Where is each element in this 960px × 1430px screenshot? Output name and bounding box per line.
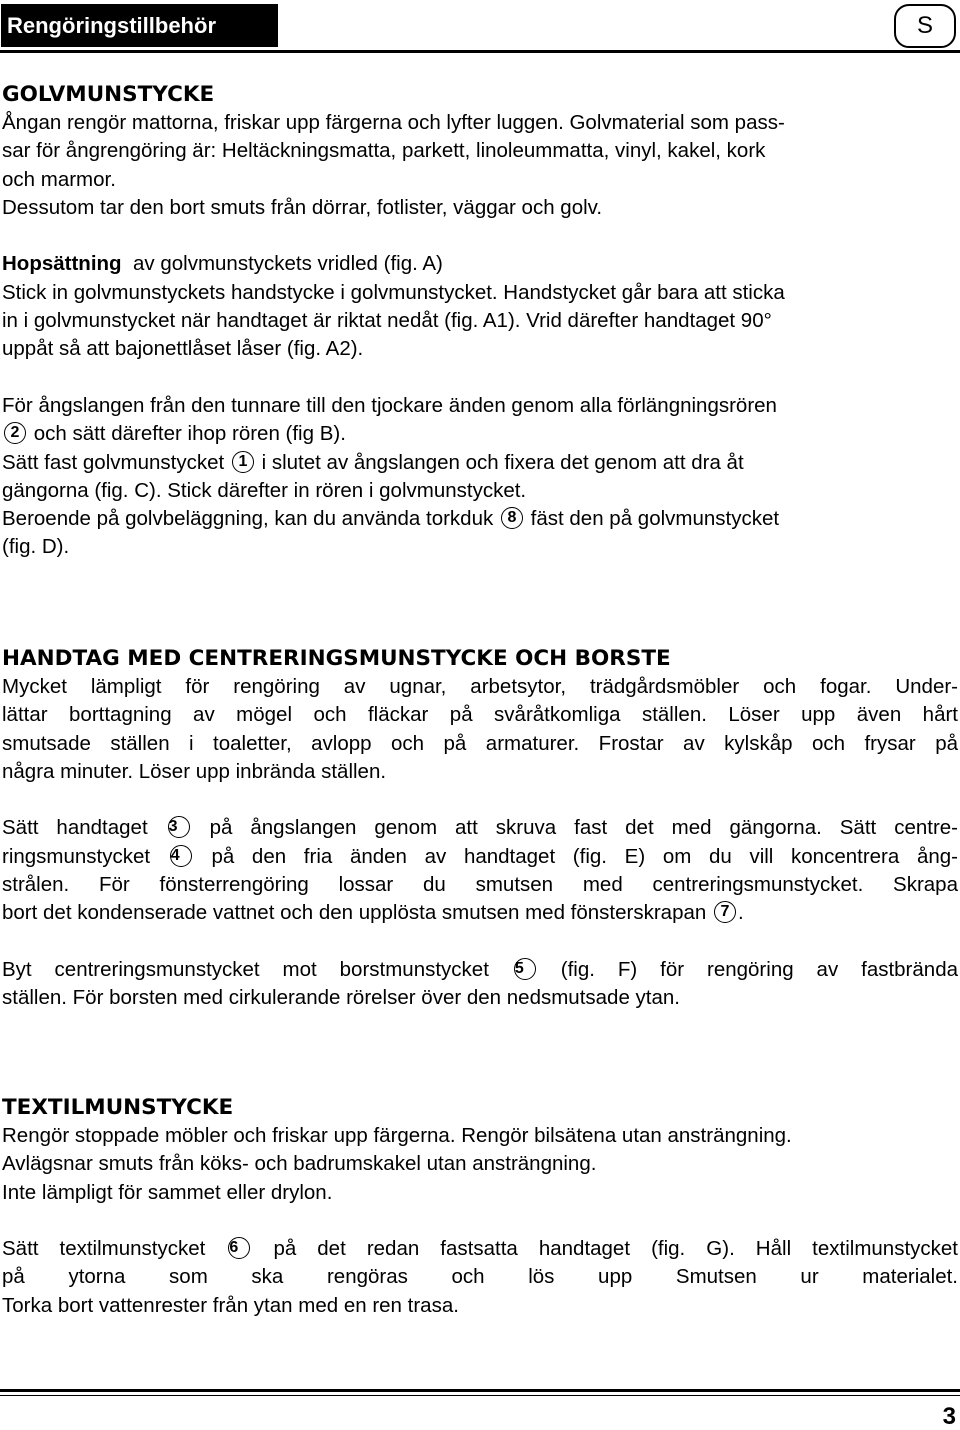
text-line: Avlägsnar smuts från köks- och badrumskakel utan ansträngning. <box>2 1152 597 1176</box>
section-handtag <box>2 645 958 1013</box>
text-span: bort det kondenserade vattnet och den upplösta smutsen med fönsterskrapan <box>2 901 707 925</box>
text-line <box>2 814 958 842</box>
text-line <box>2 1235 958 1263</box>
text-line: För ångslangen från den tunnare till den tjockare änden genom alla förlängningsrören <box>2 393 777 417</box>
footer-divider-thin <box>0 1395 960 1396</box>
text-span: Byt centreringsmunstycket mot borstmunstycket <box>2 957 489 981</box>
number-2-icon: 2 <box>4 422 26 444</box>
text-line <box>2 420 958 448</box>
page-number: 3 <box>942 1403 956 1430</box>
text-span: Beroende på golvbeläggning, kan du använda torkduk <box>2 507 494 531</box>
text-line: smutsade ställen i toaletter, avlopp och på armaturer. Frostar av kylskåp och frysar på <box>2 731 958 755</box>
text-line <box>2 899 958 927</box>
text-line: Ångan rengör mattorna, friskar upp färgerna och lyfter luggen. Golvmaterial som pass- <box>2 111 785 134</box>
text-line: uppåt så att bajonettlåset låser (fig. A2). <box>2 337 364 361</box>
text-span: fäst den på golvmunstycket <box>530 507 780 531</box>
text-span: på det redan fastsatta handtaget (fig. G). Håll textilmunstycket <box>273 1237 958 1261</box>
text-line <box>2 843 958 871</box>
language-badge: S <box>894 4 956 48</box>
text-line <box>2 449 958 477</box>
text-span: ringsmunstycket <box>2 844 151 868</box>
number-8-icon: 8 <box>501 507 523 529</box>
text-span: i slutet av ångslangen och fixera det genom att dra åt <box>261 450 744 474</box>
section-textilmunstycke <box>2 1094 958 1320</box>
text-line: sar för ångrengöring är: Heltäckningsmatta, parkett, linoleummatta, vinyl, kakel, kork <box>2 139 766 163</box>
text-line: Torka bort vattenrester från ytan med en ren trasa. <box>2 1293 459 1317</box>
section-heading: GOLVMUNSTYCKE <box>2 82 215 107</box>
text-line: Rengör stoppade möbler och friskar upp färgerna. Rengör bilsätena utan ansträngning. <box>2 1124 792 1147</box>
section-heading: TEXTILMUNSTYCKE <box>2 1095 234 1120</box>
number-3-icon: 3 <box>168 816 190 838</box>
number-1-icon: 1 <box>232 451 254 473</box>
number-4-icon: 4 <box>170 845 192 867</box>
text-line: på ytorna som ska rengöras och lös upp Smutsen ur materialet. <box>2 1265 958 1289</box>
text-line: (fig. D). <box>2 535 70 559</box>
text-line: in i golvmunstycket när handtaget är riktat nedåt (fig. A1). Vrid därefter handtaget 90° <box>2 309 772 333</box>
assembly-label: Hopsättning <box>2 252 122 276</box>
header-divider <box>0 50 960 53</box>
page-title: Rengöringstillbehör <box>1 4 278 47</box>
text-line: Inte lämpligt för sammet eller drylon. <box>2 1180 333 1204</box>
text-span: Sätt fast golvmunstycket <box>2 450 225 474</box>
text-line: Stick in golvmunstyckets handstycke i golvmunstycket. Handstycket går bara att sticka <box>2 280 785 304</box>
text-line: några minuter. Löser upp inbrända ställen. <box>2 759 387 783</box>
text-line: Dessutom tar den bort smuts från dörrar, fotlister, väggar och golv. <box>2 195 603 219</box>
text-span: (fig. F) för rengöring av fastbrända <box>560 957 958 981</box>
section-golvmunstycke <box>2 81 958 562</box>
text-line <box>2 250 958 278</box>
text-span: Sätt handtaget <box>2 816 148 840</box>
number-7-icon: 7 <box>714 901 736 923</box>
text-line: gängorna (fig. C). Stick därefter in rören i golvmunstycket. <box>2 478 527 502</box>
text-line: strålen. För fönsterrengöring lossar du smutsen med centreringsmunstycket. Skrapa <box>2 873 958 897</box>
text-line: ställen. För borsten med cirkulerande rörelser över den nedsmutsade ytan. <box>2 986 680 1010</box>
text-span: på den fria änden av handtaget (fig. E) om du vill koncentrera ång- <box>211 844 958 868</box>
number-6-icon: 6 <box>228 1237 250 1259</box>
number-5-icon: 5 <box>514 958 536 980</box>
footer-divider <box>0 1389 960 1392</box>
text-line <box>2 956 958 984</box>
text-span: och sätt därefter ihop rören (fig B). <box>33 422 346 446</box>
text-span: av golvmunstyckets vridled (fig. A) <box>132 252 443 276</box>
text-line: och marmor. <box>2 167 116 191</box>
text-span: på ångslangen genom att skruva fast det med gängorna. Sätt centre- <box>209 816 959 840</box>
section-heading: HANDTAG MED CENTRERINGSMUNSTYCKE OCH BORSTE <box>2 646 671 671</box>
text-span: Sätt textilmunstycket <box>2 1237 206 1261</box>
text-line <box>2 505 958 533</box>
text-span: . <box>737 901 744 925</box>
text-line: lättar borttagning av mögel och fläckar på svåråtkomliga ställen. Löser upp även hårt <box>2 703 958 727</box>
text-line: Mycket lämpligt för rengöring av ugnar, arbetsytor, trädgårdsmöbler och fogar. Under- <box>2 675 958 698</box>
